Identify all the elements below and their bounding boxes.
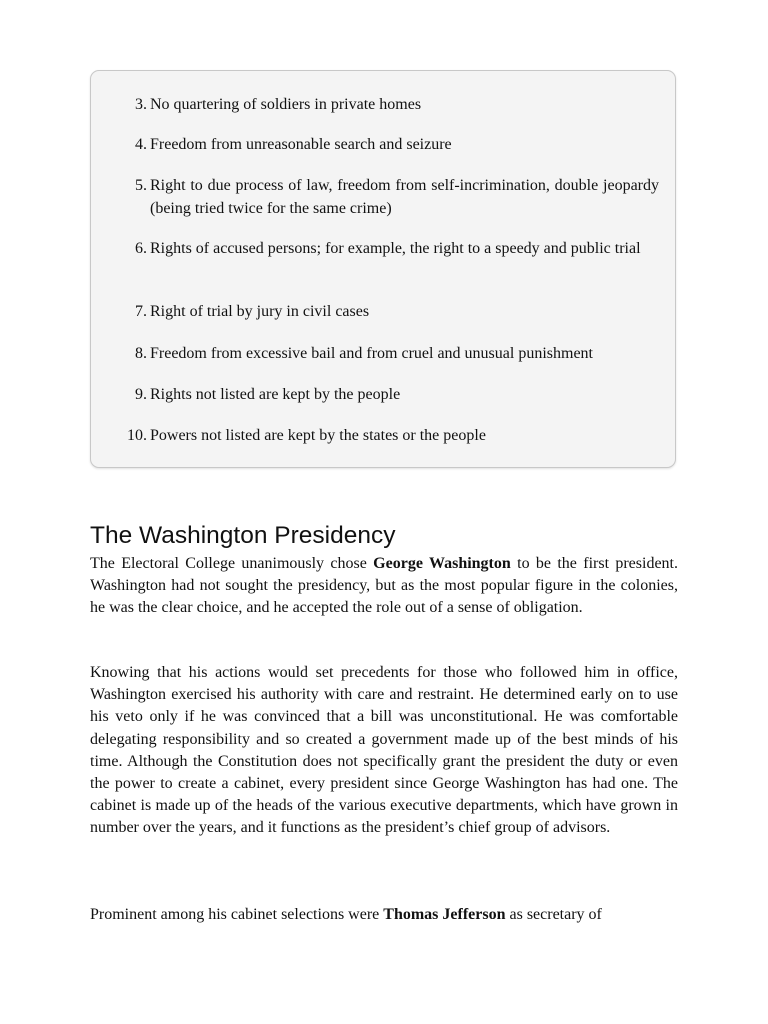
paragraph-text: to be the first president. Washington had not sought the presidency, but as the most popular figure in the colonies, he was the clear choice, and he accepted the role out of a sense of obligation. bbox=[90, 555, 679, 617]
paragraph-text: The Electoral College unanimously chose bbox=[90, 555, 374, 572]
paragraph-precedents: Knowing that his actions would set precedents for those who followed him in office, Washington exercised his authority with care and restraint. He determined early on to use his veto only if he was convinced that a bill was unconstitutional. He was comfortable delegating responsibility and so created a government made up of the best minds of his time. Although the Constitution does not specifically grant the president the duty or even the power to create a cabinet, every president since George Washington has had one. The cabinet is made up of the heads of the various executive departments, which have grown in number over the years, and it functions as the president’s chief group of advisors. bbox=[90, 664, 678, 837]
list-item-number: 10. bbox=[127, 427, 147, 444]
list-item-number: 7. bbox=[135, 303, 147, 320]
list-item-text: Freedom from unreasonable search and seizure bbox=[150, 136, 452, 153]
list-item-text: Right to due process of law, freedom from self-incrimination, double jeopardy (being tried twice for the same crime) bbox=[150, 177, 659, 217]
list-item-text: Freedom from excessive bail and from cruel and unusual punishment bbox=[150, 345, 593, 362]
list-item-text: Powers not listed are kept by the states or the people bbox=[150, 427, 486, 444]
list-item-number: 5. bbox=[135, 177, 147, 194]
list-item-number: 4. bbox=[135, 136, 147, 153]
list-item-text: Rights of accused persons; for example, the right to a speedy and public trial bbox=[150, 240, 641, 257]
bold-term-george-washington: George Washington bbox=[373, 555, 511, 572]
list-item-number: 9. bbox=[135, 386, 147, 403]
paragraph-text: as secretary of bbox=[505, 906, 602, 923]
list-item-text: No quartering of soldiers in private homes bbox=[150, 96, 422, 113]
bold-term-thomas-jefferson: Thomas Jefferson bbox=[383, 906, 506, 923]
section-heading: The Washington Presidency bbox=[90, 522, 396, 549]
amendments-box bbox=[90, 70, 676, 468]
paragraph-electoral-college bbox=[90, 553, 678, 620]
list-item-text: Rights not listed are kept by the people bbox=[150, 386, 401, 403]
list-item-number: 8. bbox=[135, 345, 147, 362]
list-item-text: Right of trial by jury in civil cases bbox=[150, 303, 370, 320]
paragraph-text: Prominent among his cabinet selections were bbox=[90, 906, 384, 923]
paragraph-cabinet bbox=[90, 904, 678, 926]
list-item-number: 6. bbox=[135, 240, 147, 257]
list-item-number: 3. bbox=[135, 96, 147, 113]
